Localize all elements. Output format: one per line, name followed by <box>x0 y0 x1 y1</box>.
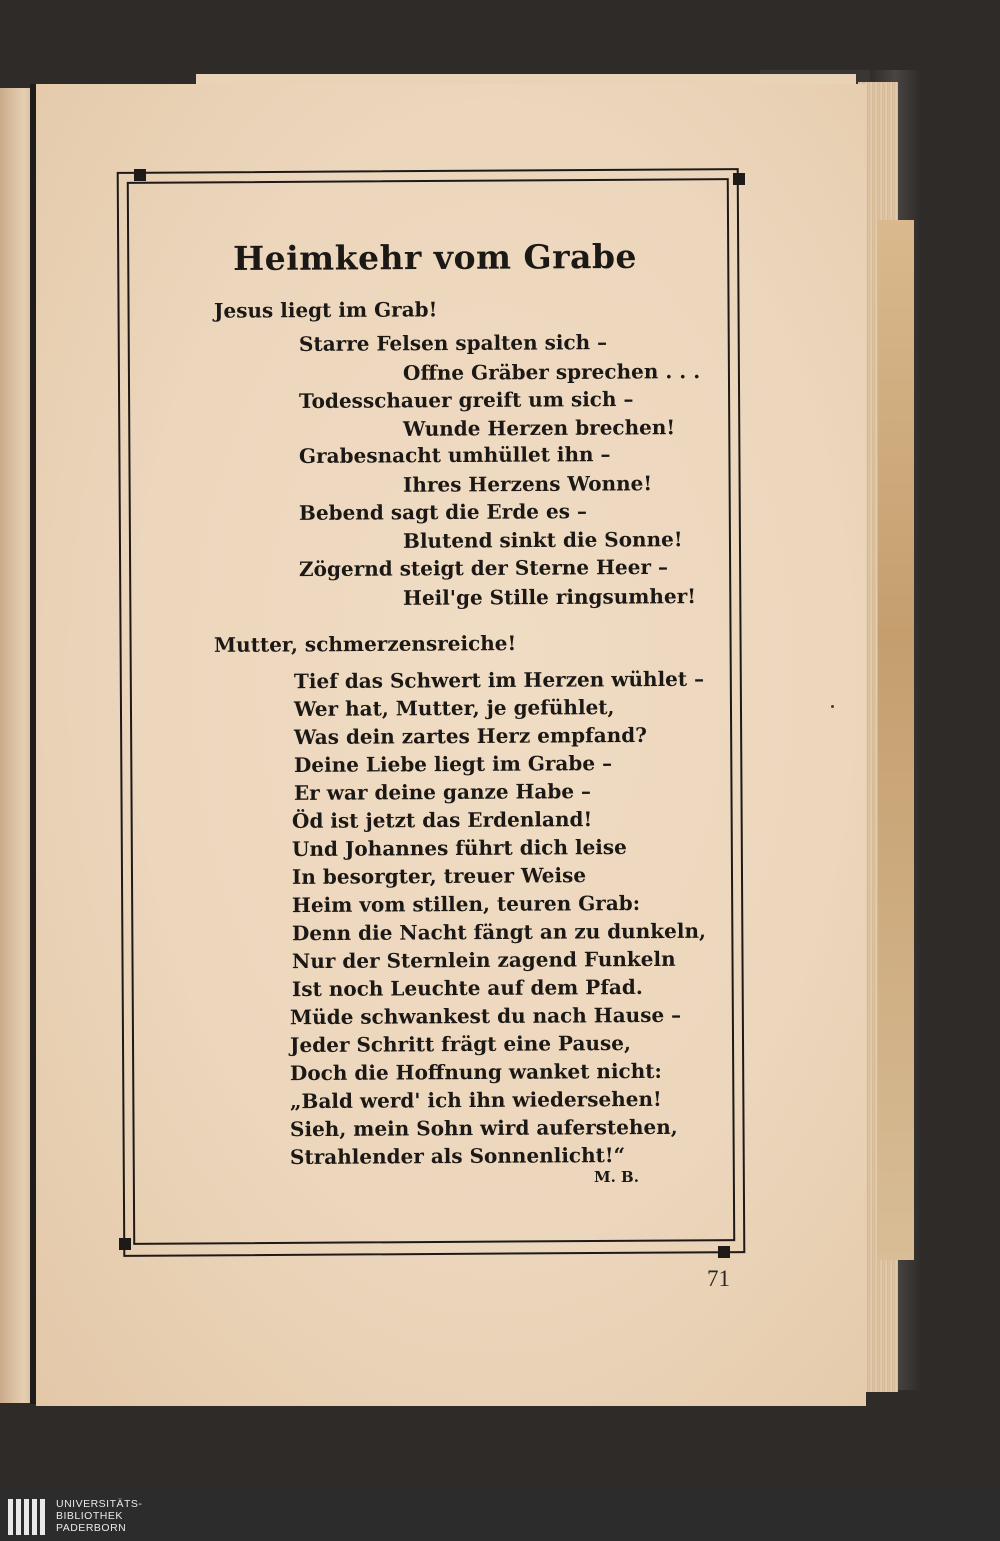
poem-line: Wunde Herzen brechen! <box>402 415 676 441</box>
poem-line: Nur der Sternlein zagend Funkeln <box>291 946 676 974</box>
poem-line: Wer hat, Mutter, je gefühlet, <box>293 695 615 721</box>
library-logo-text <box>56 1498 256 1534</box>
poem-line: Er war deine ganze Habe – <box>293 779 592 805</box>
poem-line: Grabesnacht umhüllet ihn – <box>298 442 611 468</box>
poem-line: Heil'ge Stille ringsumher! <box>402 584 697 610</box>
poem-line: Öd ist jetzt das Erdenland! <box>291 807 593 833</box>
poem-line: Und Johannes führt dich leise <box>291 834 627 862</box>
poem-line: Jesus liegt im Grab! <box>213 297 438 323</box>
poem-line: Denn die Nacht fängt an zu dunkeln, <box>291 918 706 946</box>
library-name-line1: UNIVERSITÄTS- <box>56 1498 143 1510</box>
library-name-line3: PADERBORN <box>56 1522 127 1534</box>
poem-line: Mutter, schmerzensreiche! <box>213 631 517 657</box>
poem-line: Todesschauer greift um sich – <box>298 386 634 414</box>
poem-line: Heim vom stillen, teuren Grab: <box>291 890 641 918</box>
poem-line: Doch die Hoffnung wanket nicht: <box>289 1058 662 1086</box>
poem-line: Müde schwankest du nach Hause – <box>289 1002 682 1030</box>
poem-line: „Bald werd' ich ihn wiedersehen! <box>289 1086 662 1114</box>
poem-line: Jeder Schritt frägt eine Pause, <box>289 1030 631 1058</box>
poem-line: Blutend sinkt die Sonne! <box>402 527 683 553</box>
poem-line: Zögernd steigt der Sterne Heer – <box>298 554 668 582</box>
poem-line: Ihres Herzens Wonne! <box>402 471 653 497</box>
poem-line: Deine Liebe liegt im Grabe – <box>293 751 613 777</box>
library-logo-icon <box>8 1499 46 1535</box>
page-number: 71 <box>707 1266 730 1291</box>
poem-line: Bebend sagt die Erde es – <box>298 499 587 525</box>
poem-line: In besorgter, treuer Weise <box>291 863 587 889</box>
poem-line: Starre Felsen spalten sich – <box>298 330 608 356</box>
poem-title: Heimkehr vom Grabe <box>232 236 638 279</box>
author-initials: M. B. <box>594 1168 639 1186</box>
poem-line: Ist noch Leuchte auf dem Pfad. <box>291 974 643 1002</box>
poem-line: Sieh, mein Sohn wird auferstehen, <box>289 1114 678 1142</box>
poem-line: Was dein zartes Herz empfand? <box>293 722 647 750</box>
library-name-line2: BIBLIOTHEK <box>56 1510 123 1522</box>
poem-line: Offne Gräber sprechen . . . <box>402 359 701 385</box>
poem-line: Tief das Schwert im Herzen wühlet – <box>293 666 705 694</box>
poem-line: Strahlender als Sonnenlicht!“ <box>289 1142 626 1170</box>
